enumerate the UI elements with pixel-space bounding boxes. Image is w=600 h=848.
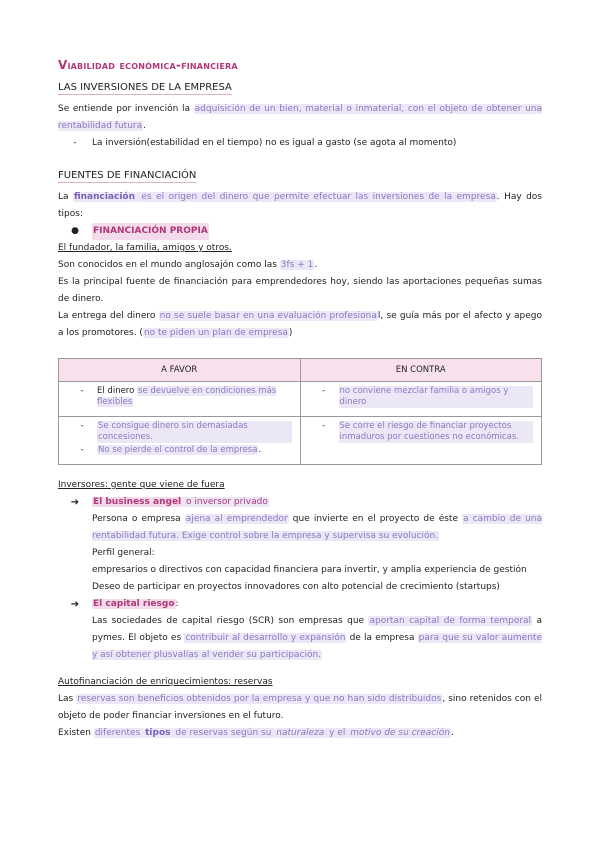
highlight: Se consigue dinero sin demasiadas concesiones. (97, 421, 292, 443)
text: La entrega del dinero (58, 311, 159, 321)
section-fuentes (58, 170, 542, 342)
arrow-right-icon: ➔ (70, 599, 80, 610)
list-item (58, 494, 542, 511)
section-inversores (58, 477, 542, 664)
dash-icon: - (321, 421, 326, 431)
text: Las (58, 694, 77, 704)
table-row (59, 417, 542, 465)
indented-block (58, 613, 542, 664)
paragraph (58, 308, 542, 342)
dash-icon: - (80, 445, 84, 455)
list-item (67, 386, 292, 408)
table-cell (300, 417, 542, 465)
paragraph (92, 613, 542, 664)
paragraph (58, 189, 542, 223)
section-autofinanciacion (58, 674, 542, 742)
list-item (67, 421, 292, 443)
document-page (58, 58, 542, 742)
list-item-text: La inversión(estabilidad en el tiempo) no es igual a gasto (se agota al momento) (92, 138, 457, 148)
text: . (143, 121, 146, 131)
highlight: 3fs + 1 (280, 260, 314, 270)
column-header-for: A FAVOR (59, 359, 301, 382)
highlight: reservas son beneficios obtenidos por la empresa y que no han sido distribuidos (77, 694, 442, 704)
subheading: Inversores: gente que viene de fuera (58, 480, 225, 490)
highlight: no conviene mezclar familia o amigos y dinero (339, 386, 534, 408)
highlight: no te piden un plan de empresa (143, 328, 288, 338)
text: El dinero (97, 386, 138, 396)
dash-icon: - (73, 138, 77, 148)
highlight: a cambio de una rentabilidad futura. Exige control sobre la empresa y supervisa su evolución. (92, 514, 542, 541)
text: Existen (58, 728, 94, 738)
text: Son conocidos en el mundo anglosajón como las (58, 260, 280, 270)
list-item (58, 135, 542, 152)
text: Se entiende por invención la (58, 104, 194, 114)
page-title: Viabilidad económica-financiera (58, 58, 238, 72)
pros-cons-table (58, 358, 542, 465)
highlight: no se suele basar en una evaluación profesiona (159, 311, 377, 321)
highlight: ajena al emprendedor (185, 514, 288, 524)
highlight: y el (326, 728, 349, 738)
highlight: aportan capital de forma temporal (369, 616, 532, 626)
arrow-right-icon: ➔ (70, 497, 80, 508)
paragraph: empresarios o directivos con capacidad financiera para invertir, y amplia experiencia de gestión (92, 565, 527, 575)
table-header-row (59, 359, 542, 382)
paragraph (92, 511, 542, 545)
highlight: se devuelve en condiciones más flexibles (97, 386, 277, 407)
paragraph: Deseo de participar en proyectos innovadores con alto potencial de crecimiento (startups) (92, 582, 500, 592)
highlight: No se pierde el control de la empresa (98, 445, 258, 455)
text: Las sociedades de capital riesgo (SCR) son empresas que (92, 616, 369, 626)
text: La (58, 192, 73, 202)
subheading: Autofinanciación de enriquecimientos: reservas (58, 677, 273, 687)
column-header-against: EN CONTRA (300, 359, 542, 382)
table-cell (300, 382, 542, 417)
list-item-text (97, 445, 261, 456)
dash-icon: - (80, 386, 84, 396)
highlight-title: El business angel (93, 497, 182, 507)
section-heading: FUENTES DE FINANCIACIÓN (58, 170, 197, 181)
highlight: de reservas según su (172, 728, 275, 738)
highlight: es el origen del dinero que permite efectuar las inversiones de la empresa (137, 192, 496, 202)
list-item-text (92, 596, 179, 613)
highlight: para que su valor aumente y así obtener plusvalías al vender su participación. (92, 633, 542, 660)
text: . (314, 260, 318, 270)
text: de la empresa (346, 633, 418, 643)
text: l, se guía más por el afecto y apego a los promotores. ( (58, 311, 542, 338)
dash-icon: - (321, 386, 326, 396)
highlight: o inversor privado (183, 497, 268, 507)
list-item (309, 386, 534, 408)
table-cell (59, 417, 301, 465)
list-item-text (92, 494, 269, 511)
paragraph: Es la principal fuente de financiación para emprendedores hoy, siendo las aportaciones pequeñas sumas de dinero. (58, 277, 542, 304)
highlight: adquisición de un bien, material o inmaterial, con el objeto de obtener una rentabilidad futura (58, 104, 543, 131)
paragraph (58, 101, 542, 135)
text: : (175, 599, 179, 609)
subheading: El fundador, la familia, amigos y otros. (58, 243, 232, 253)
text: ) (288, 328, 293, 338)
paragraph (58, 691, 542, 725)
list-item (58, 596, 542, 613)
list-item-text (97, 386, 292, 408)
highlight-title: El capital riesgo (93, 599, 175, 609)
bullet-icon: ● (71, 226, 79, 236)
highlight: diferentes (94, 728, 144, 738)
section-heading: LAS INVERSIONES DE LA EMPRESA (58, 82, 232, 93)
list-item (58, 223, 542, 240)
highlight: contribuir al desarrollo y expansión (185, 633, 346, 643)
paragraph (58, 725, 542, 742)
list-item (309, 421, 534, 443)
text: . Hay dos tipos: (58, 192, 542, 219)
text: . (258, 445, 262, 455)
text: a pymes. El objeto es (92, 616, 542, 643)
list-item (67, 445, 292, 456)
paragraph: Perfil general: (92, 548, 155, 558)
table-row (59, 382, 542, 417)
highlight: naturaleza (276, 728, 325, 738)
table-cell (59, 382, 301, 417)
highlight: motivo de su creación (350, 728, 450, 738)
dash-icon: - (80, 421, 84, 431)
text: , sino retenidos con el objeto de poder financiar inversiones en el futuro. (58, 694, 543, 721)
text: . (450, 728, 454, 738)
highlight: Se corre el riesgo de financiar proyectos inmaduros por cuestiones no económicas. (339, 421, 534, 443)
highlight: financiación (73, 192, 135, 202)
highlight: tipos (145, 728, 171, 738)
text: que invierte en el proyecto de éste (288, 514, 463, 524)
section-inversiones (58, 82, 542, 152)
indented-block (58, 511, 542, 596)
highlight-title: FINANCIACIÓN PROPIA (92, 223, 209, 240)
text: Persona o empresa (92, 514, 185, 524)
paragraph (58, 257, 542, 274)
